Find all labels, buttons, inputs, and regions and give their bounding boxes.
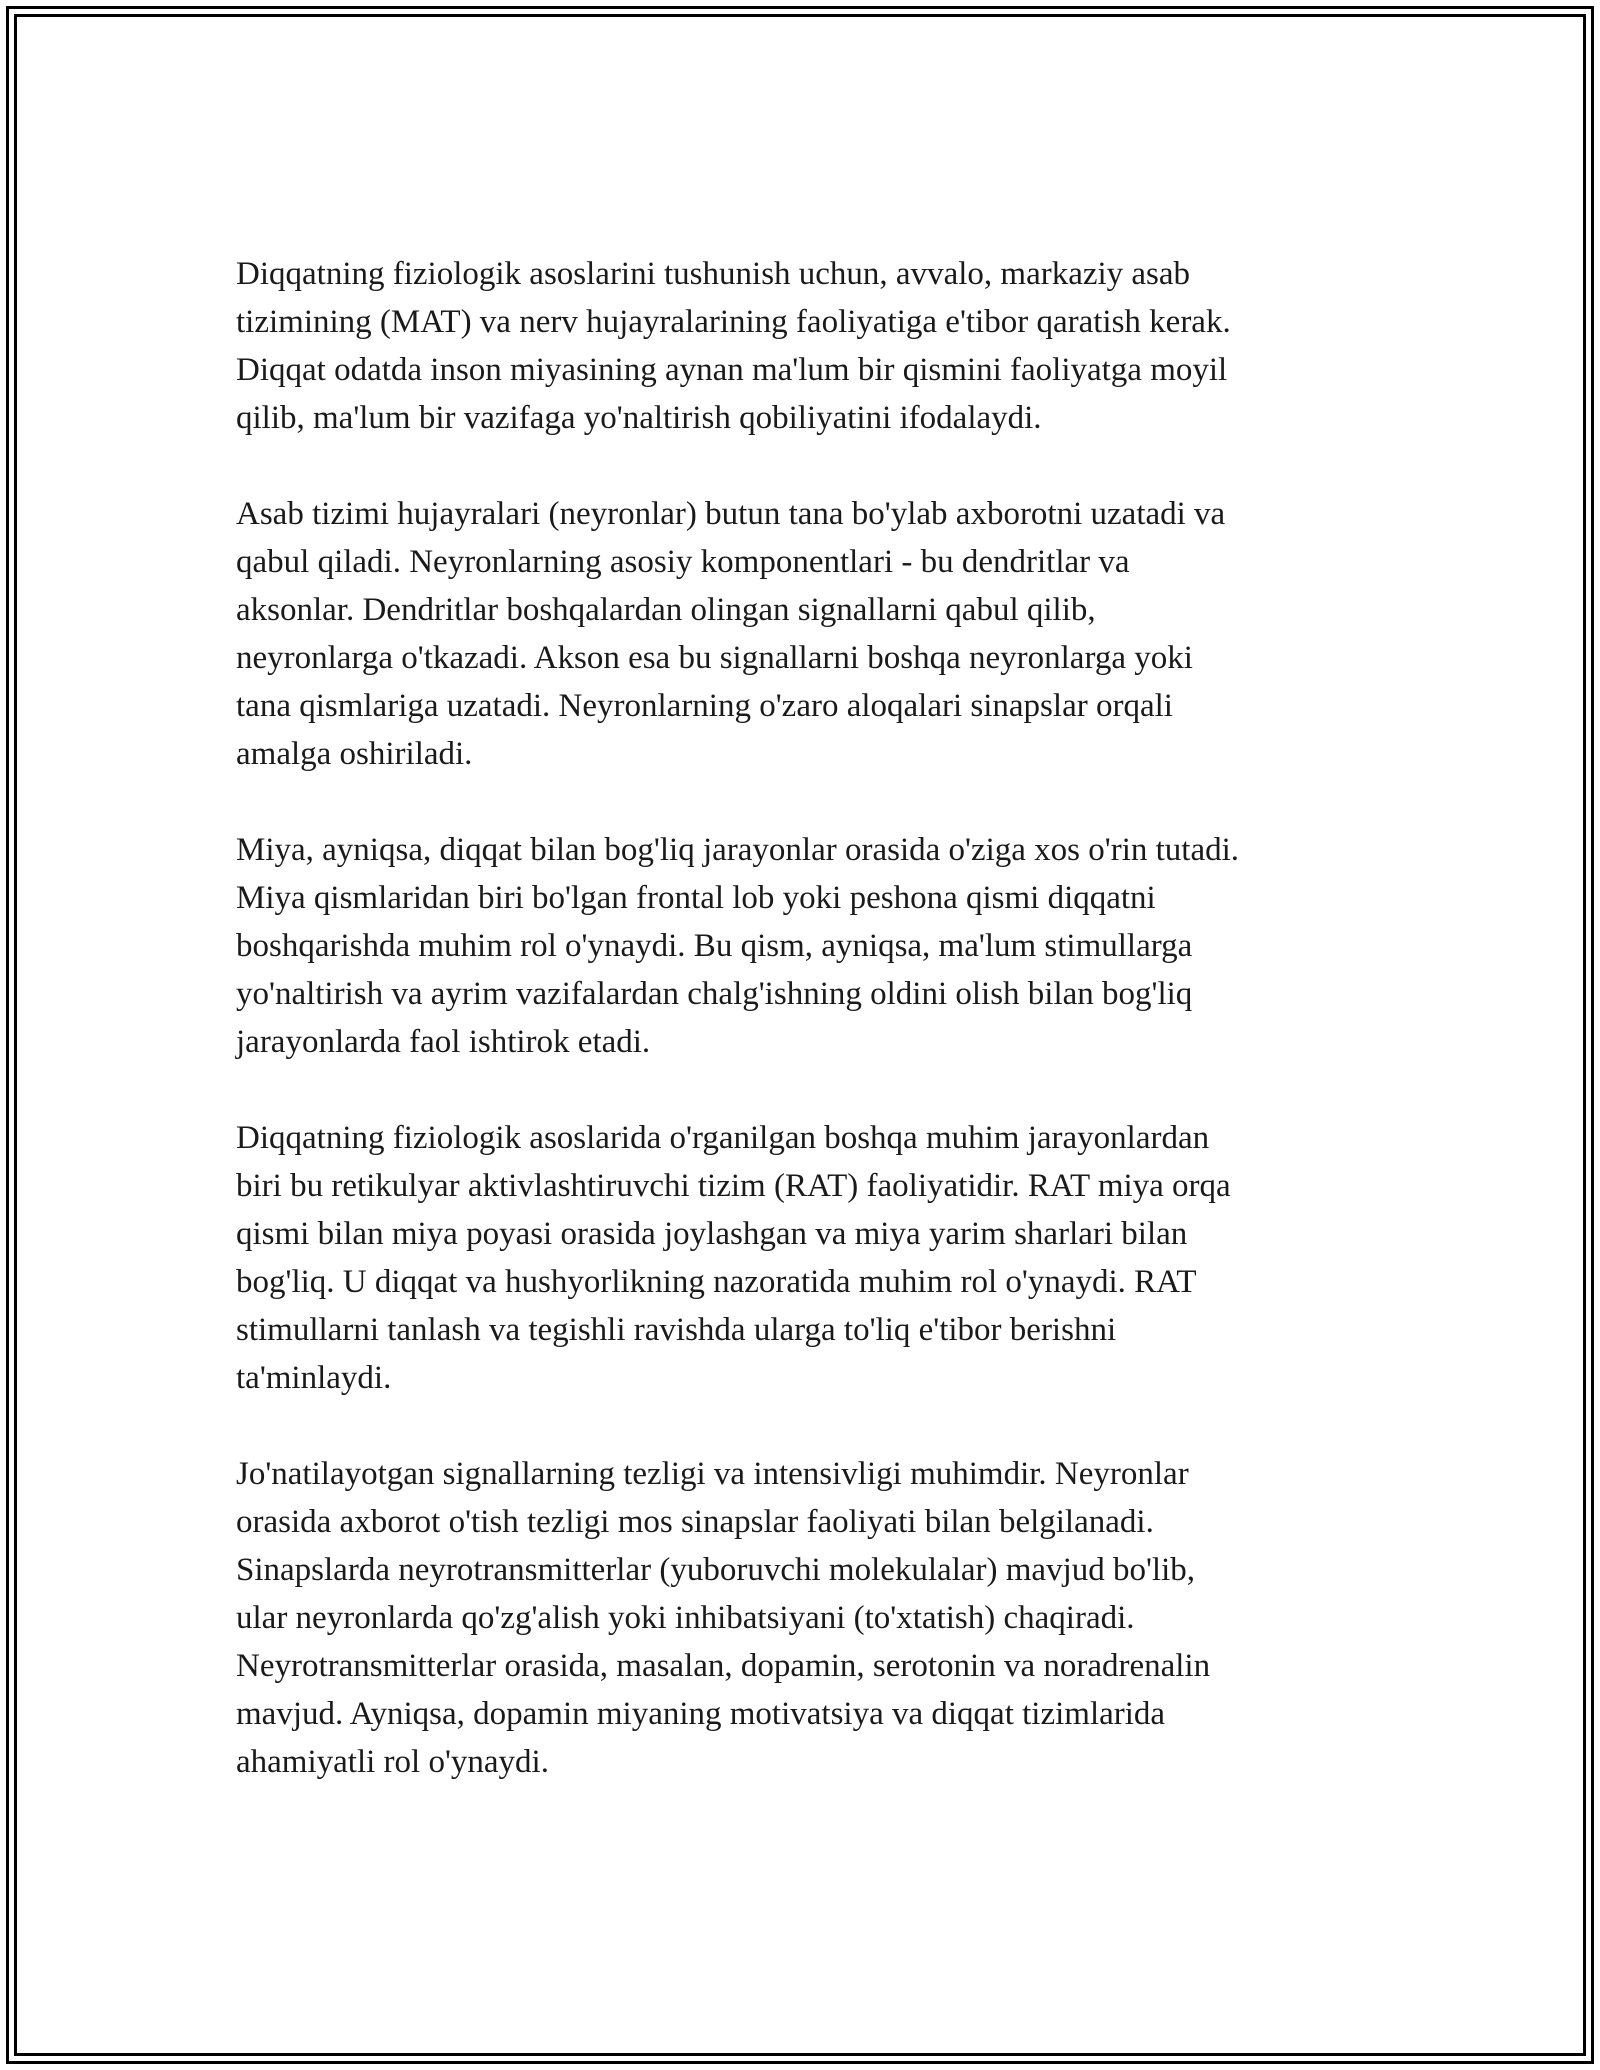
text-line: Asab tizimi hujayralari (neyronlar) butun tana bo'ylab axborotni uzatadi va bbox=[236, 496, 1226, 532]
text-line: Diqqatning fiziologik asoslarida o'rganilgan boshqa muhim jarayonlardan bbox=[236, 1120, 1210, 1156]
document-body bbox=[236, 250, 1356, 1834]
text-line: Diqqatning fiziologik asoslarini tushunish uchun, avvalo, markaziy asab bbox=[236, 256, 1191, 292]
text-line: Diqqat odatda inson miyasining aynan ma'lum bir qismini faoliyatga moyil bbox=[236, 352, 1228, 388]
text-line: biri bu retikulyar aktivlashtiruvchi tizim (RAT) faoliyatidir. RAT miya orqa bbox=[236, 1168, 1231, 1204]
text-line: stimullarni tanlash va tegishli ravishda ularga to'liq e'tibor berishni bbox=[236, 1312, 1117, 1348]
text-line: Jo'natilayotgan signallarning tezligi va intensivligi muhimdir. Neyronlar bbox=[236, 1456, 1189, 1492]
text-line: qilib, ma'lum bir vazifaga yo'naltirish qobiliyatini ifodalaydi. bbox=[236, 400, 1042, 436]
text-line: tana qismlariga uzatadi. Neyronlarning o'zaro aloqalari sinapslar orqali bbox=[236, 688, 1173, 724]
text-line: boshqarishda muhim rol o'ynaydi. Bu qism, ayniqsa, ma'lum stimullarga bbox=[236, 928, 1193, 964]
text-line: ular neyronlarda qo'zg'alish yoki inhibatsiyani (to'xtatish) chaqiradi. bbox=[236, 1600, 1135, 1636]
text-line: jarayonlarda faol ishtirok etadi. bbox=[236, 1024, 651, 1060]
text-line: Miya qismlaridan biri bo'lgan frontal lob yoki peshona qismi diqqatni bbox=[236, 880, 1156, 916]
text-line: aksonlar. Dendritlar boshqalardan olingan signallarni qabul qilib, bbox=[236, 592, 1096, 628]
paragraph-2 bbox=[236, 490, 1356, 778]
text-line: bog'liq. U diqqat va hushyorlikning nazoratida muhim rol o'ynaydi. RAT bbox=[236, 1264, 1197, 1300]
text-line: amalga oshiriladi. bbox=[236, 736, 473, 772]
text-line: ta'minlaydi. bbox=[236, 1360, 392, 1396]
text-line: mavjud. Ayniqsa, dopamin miyaning motivatsiya va diqqat tizimlarida bbox=[236, 1696, 1166, 1732]
text-line: ahamiyatli rol o'ynaydi. bbox=[236, 1744, 549, 1780]
text-line: Neyrotransmitterlar orasida, masalan, dopamin, serotonin va noradrenalin bbox=[236, 1648, 1211, 1684]
text-line: Miya, ayniqsa, diqqat bilan bog'liq jarayonlar orasida o'ziga xos o'rin tutadi. bbox=[236, 832, 1240, 868]
text-line: yo'naltirish va ayrim vazifalardan chalg'ishning oldini olish bilan bog'liq bbox=[236, 976, 1193, 1012]
text-line: tizimining (MAT) va nerv hujayralarining faoliyatiga e'tibor qaratish kerak. bbox=[236, 304, 1231, 340]
text-line: Sinapslarda neyrotransmitterlar (yuboruvchi molekulalar) mavjud bo'lib, bbox=[236, 1552, 1196, 1588]
text-line: qabul qiladi. Neyronlarning asosiy komponentlari - bu dendritlar va bbox=[236, 544, 1130, 580]
text-line: qismi bilan miya poyasi orasida joylashgan va miya yarim sharlari bilan bbox=[236, 1216, 1188, 1252]
paragraph-3 bbox=[236, 826, 1356, 1066]
paragraph-1 bbox=[236, 250, 1356, 442]
text-line: neyronlarga o'tkazadi. Akson esa bu signallarni boshqa neyronlarga yoki bbox=[236, 640, 1193, 676]
text-line: orasida axborot o'tish tezligi mos sinapslar faoliyati bilan belgilanadi. bbox=[236, 1504, 1154, 1540]
paragraph-5 bbox=[236, 1450, 1356, 1786]
paragraph-4 bbox=[236, 1114, 1356, 1402]
